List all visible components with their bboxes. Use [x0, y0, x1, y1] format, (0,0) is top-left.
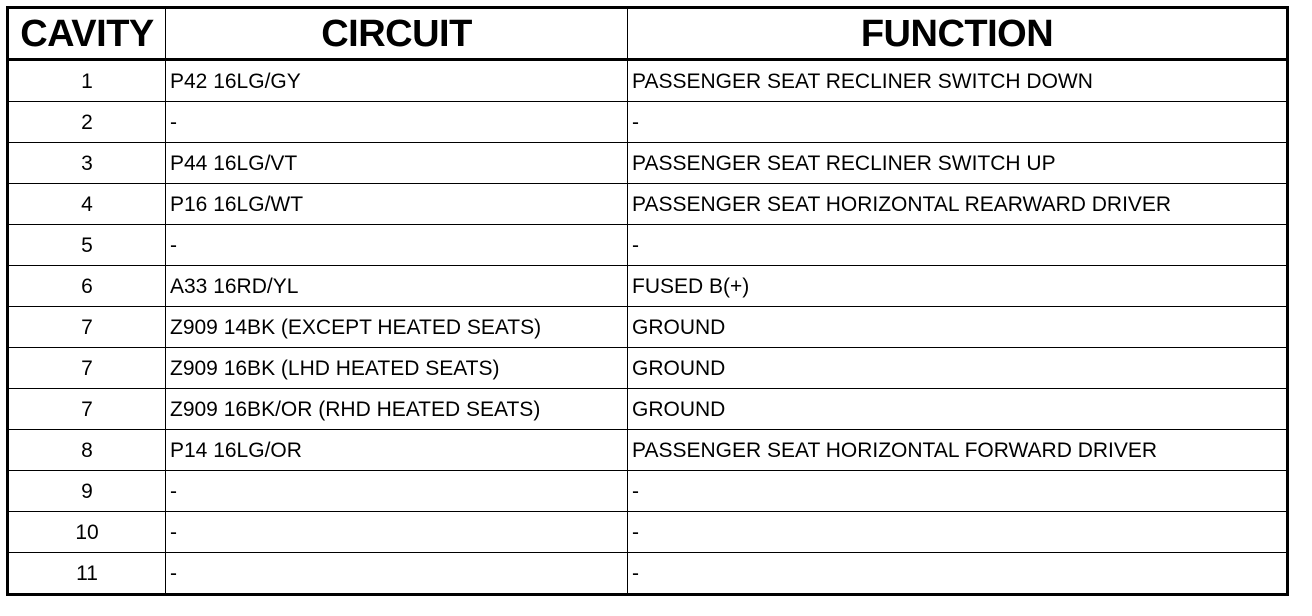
cavity-cell: 3 [8, 143, 166, 184]
function-cell: - [628, 225, 1288, 266]
table-row [8, 60, 1288, 102]
table-row [8, 184, 1288, 225]
cavity-cell: 1 [8, 60, 166, 102]
circuit-cell: - [166, 512, 628, 553]
function-cell: GROUND [628, 389, 1288, 430]
circuit-cell: P44 16LG/VT [166, 143, 628, 184]
function-cell: - [628, 102, 1288, 143]
circuit-cell: - [166, 225, 628, 266]
circuit-cell: Z909 14BK (EXCEPT HEATED SEATS) [166, 307, 628, 348]
cavity-cell: 9 [8, 471, 166, 512]
cavity-cell: 7 [8, 348, 166, 389]
table-body [8, 60, 1288, 595]
circuit-cell: - [166, 102, 628, 143]
cavity-cell: 10 [8, 512, 166, 553]
table-row [8, 307, 1288, 348]
table-row [8, 471, 1288, 512]
circuit-cell: Z909 16BK (LHD HEATED SEATS) [166, 348, 628, 389]
header-row [8, 8, 1288, 60]
cavity-cell: 11 [8, 553, 166, 595]
cavity-cell: 6 [8, 266, 166, 307]
cavity-cell: 7 [8, 307, 166, 348]
circuit-cell: - [166, 471, 628, 512]
function-cell: - [628, 553, 1288, 595]
cavity-cell: 2 [8, 102, 166, 143]
function-cell: PASSENGER SEAT HORIZONTAL FORWARD DRIVER [628, 430, 1288, 471]
function-cell: - [628, 512, 1288, 553]
circuit-cell: A33 16RD/YL [166, 266, 628, 307]
table-row [8, 225, 1288, 266]
table-row [8, 389, 1288, 430]
circuit-cell: P42 16LG/GY [166, 60, 628, 102]
circuit-cell: Z909 16BK/OR (RHD HEATED SEATS) [166, 389, 628, 430]
table-row [8, 430, 1288, 471]
table-row [8, 553, 1288, 595]
cavity-cell: 4 [8, 184, 166, 225]
table-row [8, 266, 1288, 307]
function-cell: GROUND [628, 307, 1288, 348]
cavity-cell: 8 [8, 430, 166, 471]
circuit-cell: P14 16LG/OR [166, 430, 628, 471]
header-function: FUNCTION [628, 8, 1288, 60]
circuit-cell: - [166, 553, 628, 595]
function-cell: FUSED B(+) [628, 266, 1288, 307]
function-cell: - [628, 471, 1288, 512]
table-row [8, 512, 1288, 553]
table-row [8, 143, 1288, 184]
function-cell: PASSENGER SEAT RECLINER SWITCH DOWN [628, 60, 1288, 102]
header-cavity: CAVITY [8, 8, 166, 60]
header-circuit: CIRCUIT [166, 8, 628, 60]
table-row [8, 102, 1288, 143]
table-header [8, 8, 1288, 60]
cavity-cell: 5 [8, 225, 166, 266]
function-cell: PASSENGER SEAT RECLINER SWITCH UP [628, 143, 1288, 184]
table-row [8, 348, 1288, 389]
cavity-cell: 7 [8, 389, 166, 430]
connector-pinout-table [6, 6, 1289, 596]
circuit-cell: P16 16LG/WT [166, 184, 628, 225]
function-cell: GROUND [628, 348, 1288, 389]
function-cell: PASSENGER SEAT HORIZONTAL REARWARD DRIVER [628, 184, 1288, 225]
